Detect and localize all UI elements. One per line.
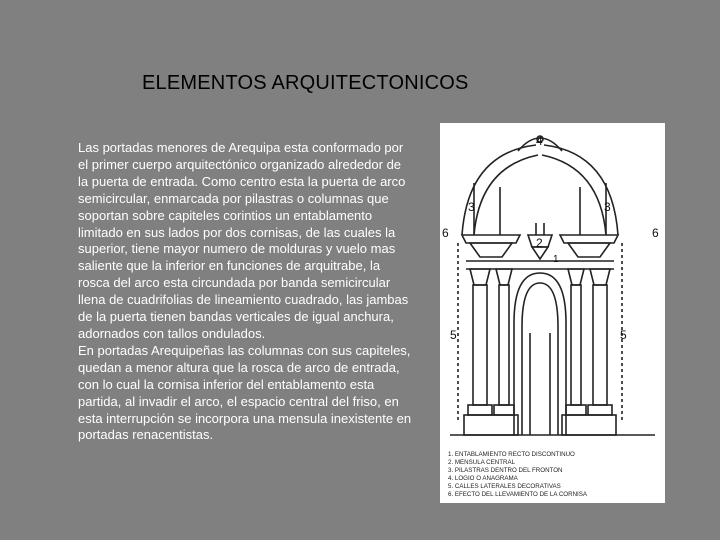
figure-legend <box>448 451 588 498</box>
portal-drawing <box>440 123 665 503</box>
label-5-left: 5 <box>450 328 457 342</box>
paragraph-2: En portadas Arequipeñas las columnas con sus capiteles, quedan a menor altura que la rosca de arco de entrada, con lo cual la cornisa inferior del entablamento esta partida, al invadir el arco, el espacio central del friso, en esta interrupción se incorpora una mensula inexistente en portadas renacentistas. <box>78 342 412 443</box>
label-6-left: 6 <box>442 226 449 240</box>
legend-item: 3. PILASTRAS DENTRO DEL FRONTON <box>448 467 563 474</box>
legend-item: 2. MENSULA CENTRAL <box>448 459 516 466</box>
label-4: 4 <box>536 134 543 148</box>
label-3-right: 3 <box>604 200 611 214</box>
portal-diagram <box>440 123 665 503</box>
legend-item: 4. LOGIO O ANAGRAMA <box>448 475 518 482</box>
legend-item: 6. EFECTO DEL LLEVAMIENTO DE LA CORNISA <box>448 491 588 498</box>
label-3-left: 3 <box>468 200 475 214</box>
body-text <box>78 140 412 444</box>
label-2: 2 <box>536 236 543 250</box>
legend-item: 1. ENTABLAMIENTO RECTO DISCONTINUO <box>448 451 575 458</box>
page-title: ELEMENTOS ARQUITECTONICOS <box>142 72 469 94</box>
label-5-right: 5 <box>620 328 627 342</box>
label-6-right: 6 <box>652 226 659 240</box>
label-1: 1 <box>553 254 559 265</box>
paragraph-1: Las portadas menores de Arequipa esta conformado por el primer cuerpo arquitectónico organizado alrededor de la puerta de entrada. Como centro esta la puerta de arco semicircular, enmarcada por pilastras o columnas que soportan sobre capiteles corintios un entablamento limitado en sus lados por dos cornisas, de las cuales la superior, tiene mayor numero de molduras y vuelo mas saliente que la inferior en funciones de arquitrabe, la rosca del arco esta circundada por banda semicircular llena de cuadrifolias de lineamiento cuadrado, las jambas de la puerta tienen bandas verticales de igual anchura, adornados con tallos ondulados. <box>78 140 409 341</box>
legend-item: 5. CALLES LATERALES DECORATIVAS <box>448 483 561 490</box>
